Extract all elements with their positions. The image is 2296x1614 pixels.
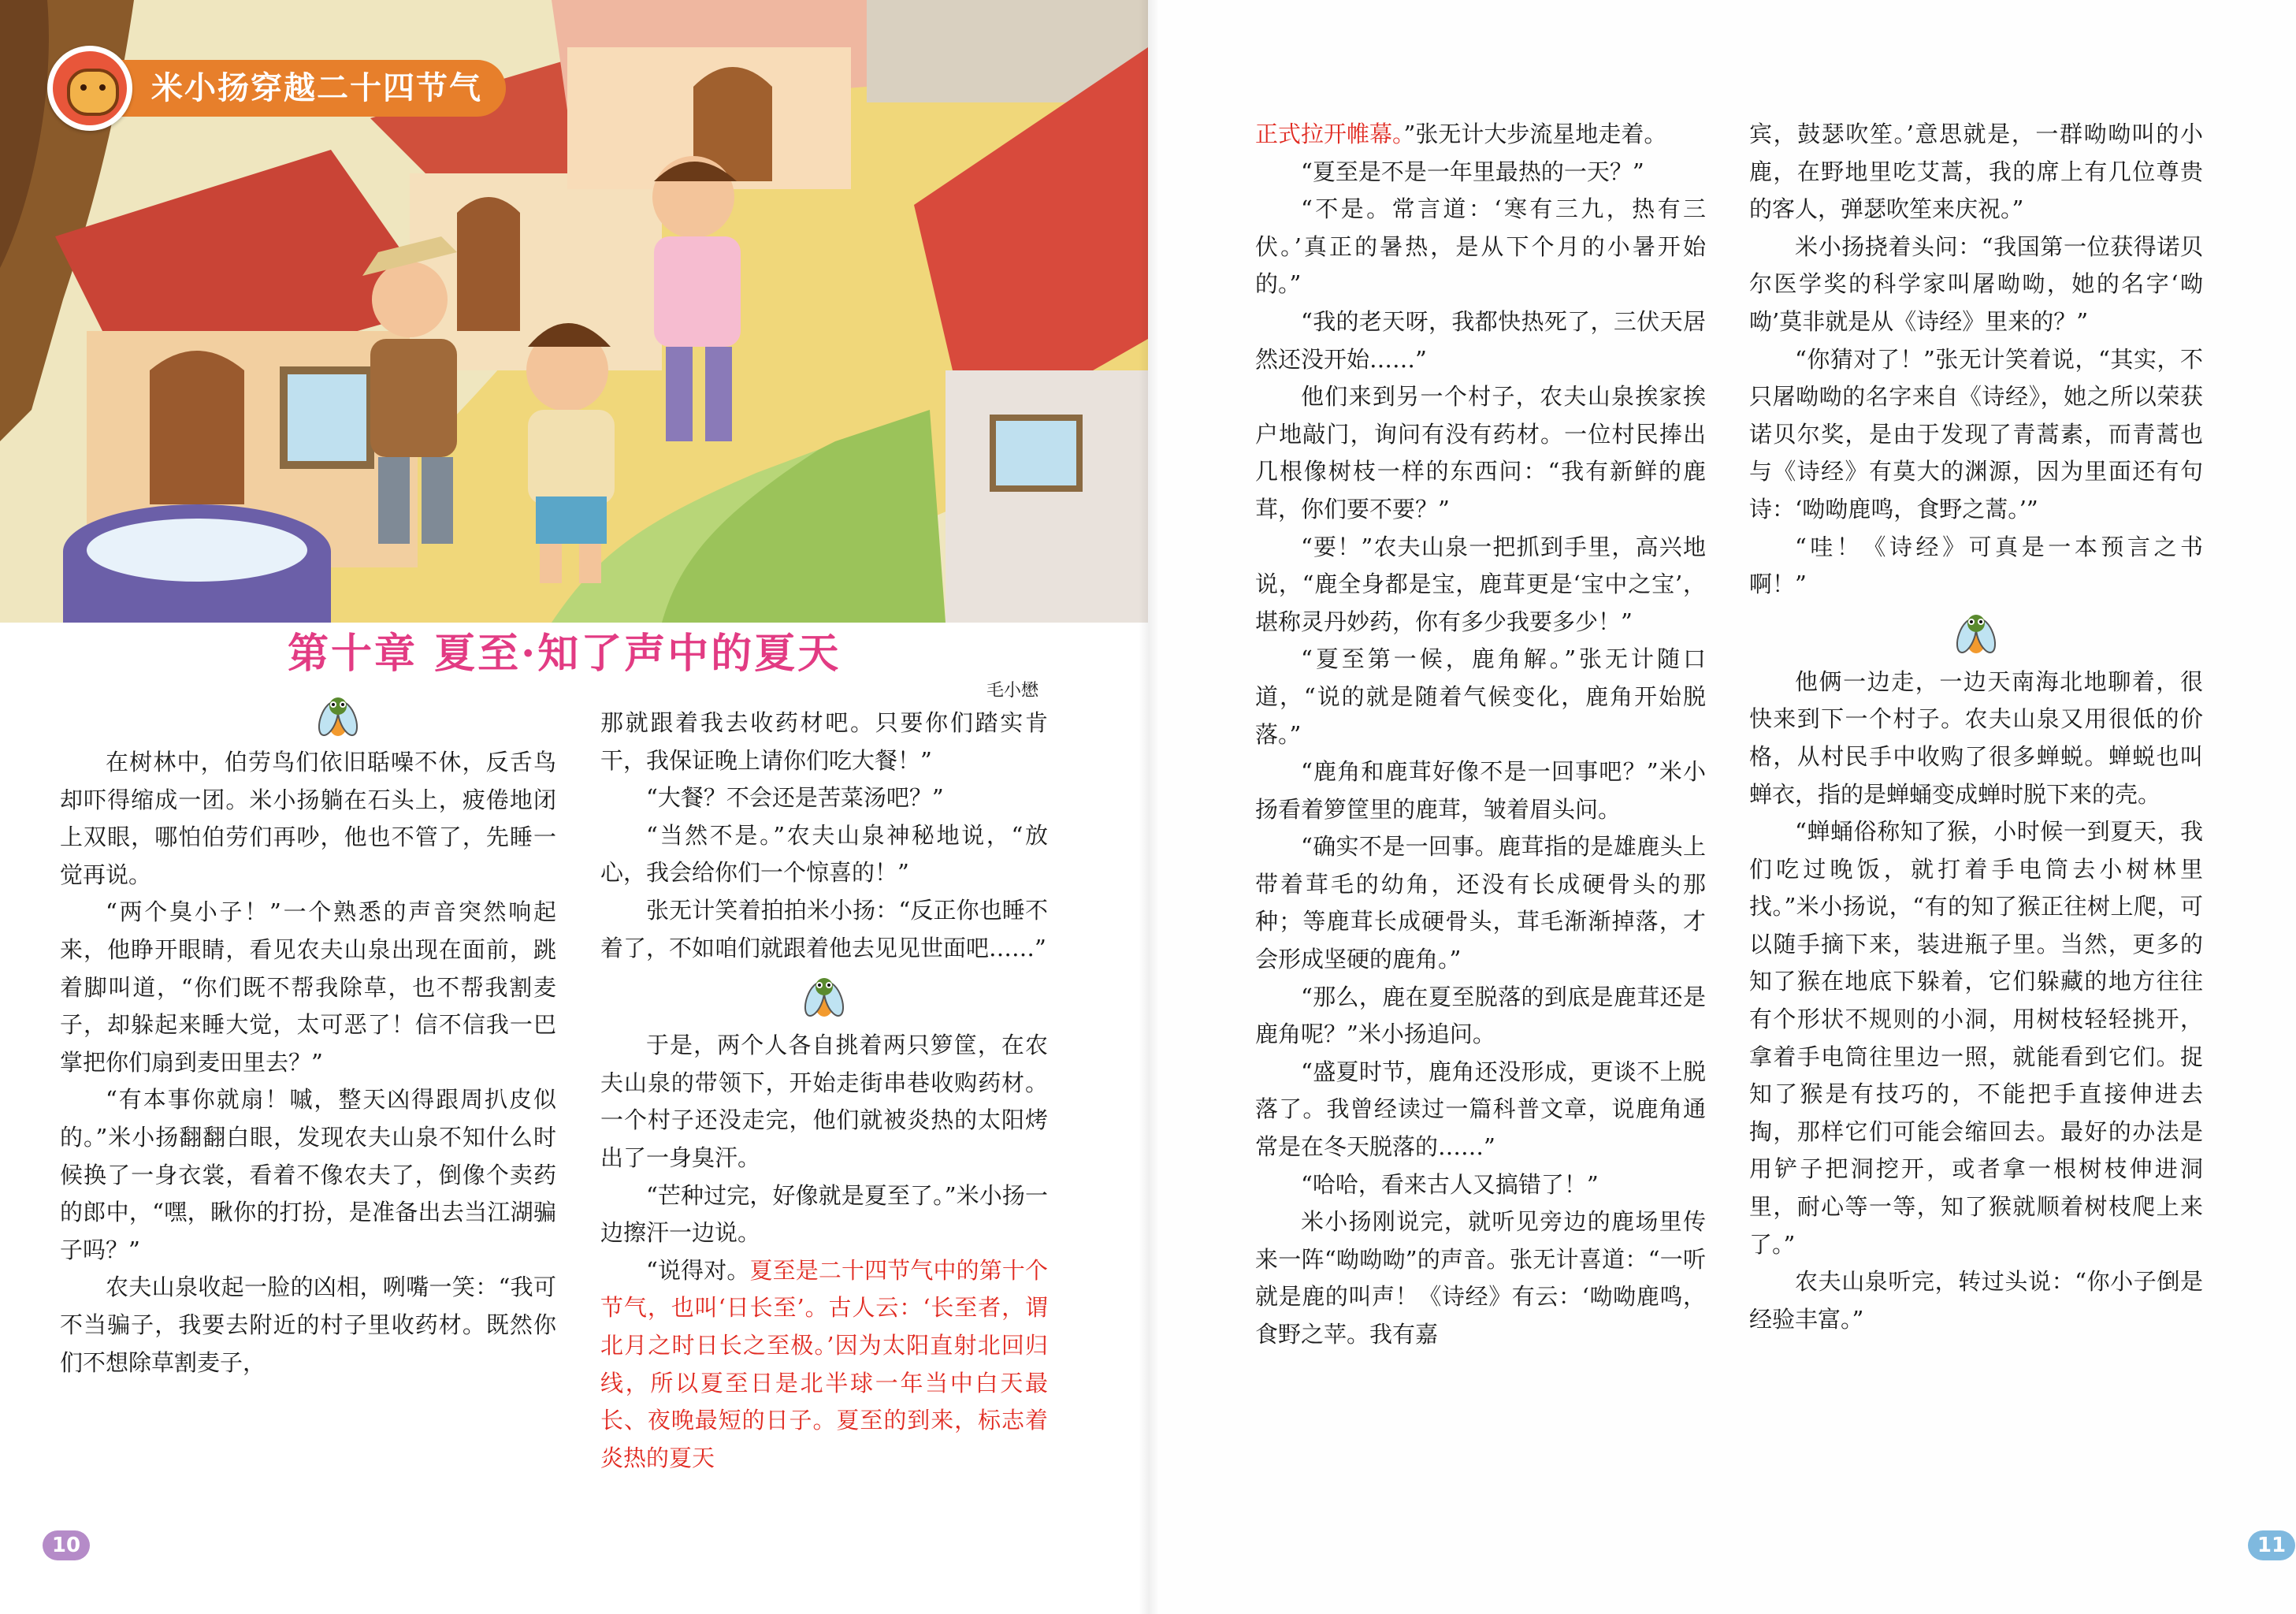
series-logo-icon (47, 46, 132, 131)
text-column-4 (1749, 116, 2203, 1338)
series-banner (47, 46, 482, 131)
series-title: 米小扬穿越二十四节气 (115, 60, 506, 117)
paragraph: “你猜对了！”张无计笑着说，“其实，不只屠呦呦的名字来自《诗经》，她之所以荣获诺贝尔奖，是由于发现了青蒿素，而青蒿也与《诗经》有莫大的渊源，因为里面还有句诗：‘呦呦鹿鸣，食野之蒿。’” (1749, 345, 2203, 523)
text-column-3 (1255, 116, 1706, 1354)
cicada-icon (313, 692, 363, 742)
chapter-title: 第十章 夏至·知了声中的夏天 (288, 630, 841, 678)
paragraph: 农夫山泉收起一脸的凶相，咧嘴一笑：“我可不当骗子，我要去附近的村子里收药材。既然你们不想除草割麦子， (60, 1274, 556, 1376)
paragraph: “鹿角和鹿茸好像不是一回事吧？”米小扬看着箩筐里的鹿茸，皱着眉头问。 (1255, 758, 1706, 823)
text-column-1 (60, 744, 556, 1382)
paragraph (1255, 116, 1706, 154)
text-column-2 (600, 705, 1048, 1477)
paragraph: 在树林中，伯劳鸟们依旧聒噪不休，反舌鸟却吓得缩成一团。米小扬躺在石头上，疲倦地闭上双眼，哪怕伯劳们再吵，他也不管了，先睡一觉再说。 (60, 749, 556, 888)
paragraph: “哈哈，看来古人又搞错了！” (1301, 1170, 1599, 1198)
paragraph: “不是。常言道：‘寒有三九，热有三伏。’真正的暑热，是从下个月的小暑开始的。” (1255, 195, 1706, 298)
page-number: 10 (43, 1530, 90, 1560)
cicada-icon (1951, 609, 2001, 660)
paragraph: “要！”农夫山泉一把抓到手里，高兴地说，“鹿全身都是宝，鹿茸更是‘宝中之宝’，堪称灵丹妙药，你有多少我要多少！” (1255, 533, 1706, 635)
paragraph: “蝉蛹俗称知了猴，小时候一到夏天，我们吃过晚饭，就打着手电筒去小树林里找。”米小扬说，“有的知了猴正往树上爬，可以随手摘下来，装进瓶子里。当然，更多的知了猴在地底下躲着，它们躲藏的地方往往有个形状不规则的小洞，用树枝轻轻挑开，拿着手电筒往里边一照，就能看到它们。捉知了猴是有技巧的，不能把手直接伸进去掏，那样它们可能会缩回去。最好的办法是用铲子把洞挖开，或者拿一根树枝伸进洞里，耐心等一等，知了猴就顺着树枝爬上来了。” (1749, 818, 2203, 1258)
cicada-icon (799, 972, 849, 1023)
paragraph: 宾，鼓瑟吹笙。’意思就是，一群呦呦叫的小鹿，在野地里吃艾蒿，我的席上有几位尊贵的客人，弹瑟吹笙来庆祝。” (1749, 121, 2203, 223)
paragraph: 米小扬刚说完，就听见旁边的鹿场里传来一阵“呦呦呦”的声音。张无计喜道：“一听就是鹿的叫声！《诗经》有云：‘呦呦鹿鸣，食野之苹。我有嘉 (1255, 1208, 1706, 1348)
paragraph: “确实不是一回事。鹿茸指的是雄鹿头上带着茸毛的幼角，还没有长成硬骨头的那种；等鹿茸长成硬骨头，茸毛渐渐掉落，才会形成坚硬的鹿角。” (1255, 833, 1706, 973)
spine-gutter (1139, 0, 1159, 1614)
paragraph: 他们来到另一个村子，农夫山泉挨家挨户地敲门，询问有没有药材。一位村民捧出几根像树枝一样的东西问：“我有新鲜的鹿茸，你们要不要？” (1255, 383, 1706, 523)
highlighted-text: 夏至是二十四节气中的第十个节气，也叫‘日长至’。古人云：‘长至者，谓北月之时日长之至极。’因为太阳直射北回归线，所以夏至日是北半球一年当中白天最长、夜晚最短的日子。夏至的到来，标志着炎热的夏天 (600, 1256, 1048, 1471)
paragraph-text: “说得对。 (646, 1256, 750, 1284)
highlighted-text: 正式拉开帷幕。 (1255, 121, 1404, 147)
paragraph: “当然不是。”农夫山泉神秘地说，“放心，我会给你们一个惊喜的！” (600, 821, 1048, 887)
paragraph: 于是，两个人各自挑着两只箩筐，在农夫山泉的带领下，开始走街串巷收购药材。一个村子还没走完，他们就被炎热的太阳烤出了一身臭汗。 (600, 1032, 1048, 1171)
paragraph: “那么，鹿在夏至脱落的到底是鹿茸还是鹿角呢？”米小扬追问。 (1255, 983, 1706, 1048)
paragraph: “我的老天呀，我都快热死了，三伏天居然还没开始……” (1255, 307, 1706, 373)
chapter-illustration (0, 0, 1148, 623)
paragraph: “有本事你就扇！嘁，整天凶得跟周扒皮似的。”米小扬翻翻白眼，发现农夫山泉不知什么时候换了一身衣裳，看着不像农夫了，倒像个卖药的郎中，“嘿，瞅你的打扮，是准备出去当江湖骗子吗？” (60, 1086, 556, 1263)
paragraph: “两个臭小子！”一个熟悉的声音突然响起来，他睁开眼睛，看见农夫山泉出现在面前，跳着脚叫道，“你们既不帮我除草，也不帮我割麦子，却躲起来睡大觉，太可恶了！信不信我一巴掌把你们扇到麦田里去？” (60, 898, 556, 1076)
paragraph: 张无计笑着拍拍米小扬：“反正你也睡不着了，不如咱们就跟着他去见见世面吧……” (600, 896, 1048, 961)
paragraph (600, 1252, 1048, 1478)
paragraph: 农夫山泉听完，转过头说：“你小子倒是经验丰富。” (1749, 1268, 2203, 1333)
paragraph: “哇！《诗经》可真是一本预言之书啊！” (1749, 533, 2203, 598)
paragraph: “夏至是不是一年里最热的一天？” (1301, 158, 1644, 185)
paragraph: 他俩一边走，一边天南海北地聊着，很快来到下一个村子。农夫山泉又用很低的价格，从村民手中收购了很多蝉蜕。蝉蜕也叫蝉衣，指的是蝉蛹变成蝉时脱下来的壳。 (1749, 668, 2203, 808)
paragraph: “大餐？不会还是苦菜汤吧？” (646, 784, 944, 812)
paragraph: “芒种过完，好像就是夏至了。”米小扬一边擦汗一边说。 (600, 1181, 1048, 1247)
paragraph: 那就跟着我去收药材吧。只要你们踏实肯干，我保证晚上请你们吃大餐！” (600, 709, 1048, 774)
page-right (1148, 0, 2296, 1614)
paragraph: “盛夏时节，鹿角还没形成，更谈不上脱落了。我曾经读过一篇科普文章，说鹿角通常是在冬天脱落的……” (1255, 1058, 1706, 1161)
author-name: 毛小懋 (986, 681, 1039, 701)
paragraph: “夏至第一候，鹿角解。”张无计随口道，“说的就是随着气候变化，鹿角开始脱落。” (1255, 645, 1706, 748)
page-number: 11 (2248, 1530, 2295, 1560)
paragraph: 米小扬挠着头问：“我国第一位获得诺贝尔医学奖的科学家叫屠呦呦，她的名字‘呦呦’莫非就是从《诗经》里来的？” (1749, 232, 2203, 335)
paragraph-text: ”张无计大步流星地走着。 (1403, 121, 1667, 147)
